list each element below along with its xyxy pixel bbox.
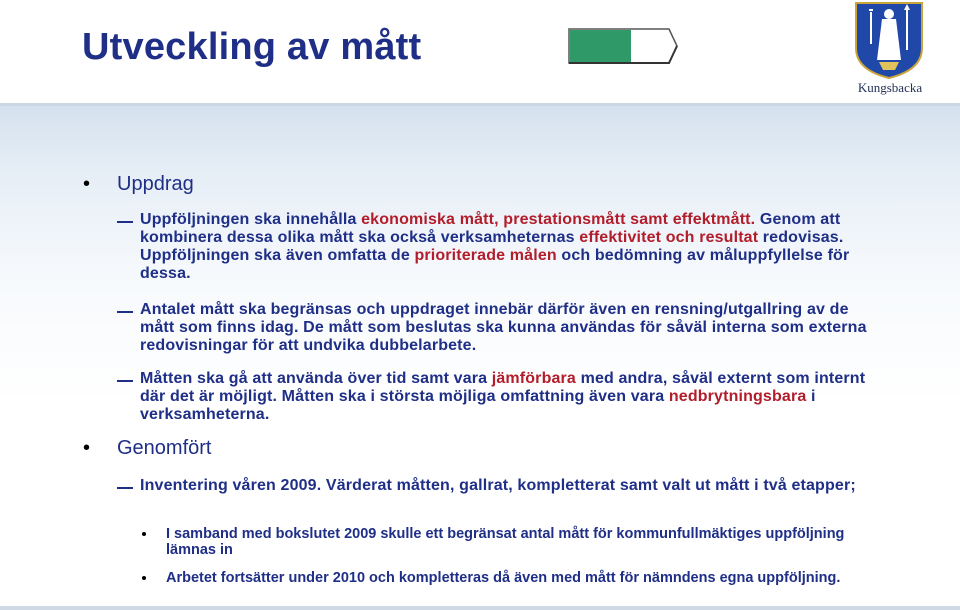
bullet-icon — [142, 576, 146, 580]
section-heading-text: Genomfört — [117, 437, 212, 459]
body-text: Uppföljningen ska innehålla — [140, 211, 362, 228]
section-heading-text: Uppdrag — [117, 173, 194, 195]
highlight-text: effektivitet och resultat — [579, 229, 759, 246]
dash-icon — [117, 311, 133, 313]
sub-list-item: Arbetet fortsätter under 2010 och kompletteras då även med mått för nämndens egna uppföljning. — [166, 570, 841, 586]
highlight-text: nedbrytningsbara — [668, 388, 807, 405]
dash-icon — [117, 487, 133, 489]
highlight-text: ekonomiska mått, prestationsmått samt effektmått. — [361, 211, 756, 228]
slide-title: Utveckling av mått — [82, 26, 422, 68]
body-text: redovisas. Uppföljningen ska även omfatta de — [140, 229, 844, 264]
list-item — [140, 211, 890, 283]
bullet-icon: • — [83, 437, 91, 459]
bullet-icon: • — [83, 173, 91, 195]
highlight-text: prioriterade målen — [414, 247, 557, 264]
dash-icon — [117, 221, 133, 223]
list-item — [140, 370, 885, 424]
highlight-text: jämförbara — [491, 370, 576, 387]
body-text: och bedömning av måluppfyllelse för dessa. — [140, 247, 850, 282]
section-heading-genomfort — [83, 437, 212, 460]
bullet-icon — [142, 532, 146, 536]
logo-text: Kungsbacka — [857, 80, 923, 95]
body-text: i verksamheterna. — [140, 388, 816, 423]
list-item — [140, 301, 885, 355]
dash-icon — [117, 380, 133, 382]
list-item — [140, 477, 870, 495]
body-text: Genom att kombinera dessa olika mått ska också verksamheternas — [140, 211, 841, 246]
body-text: Antalet mått ska begränsas och uppdraget innebär därför även en rensning/utgallring av de mått som finns idag. De mått som beslutas ska kunna användas för såväl interna som externa redovisningar för att undvika dubbelarbete. — [140, 301, 867, 354]
body-text: Inventering våren 2009. Värderat måtten, gallrat, kompletterat samt valt ut mått i två etapper; — [140, 477, 856, 494]
sub-list-item: I samband med bokslutet 2009 skulle ett begränsat antal mått för kommunfullmäktiges uppföljning lämnas in — [166, 526, 845, 558]
body-text: Måtten ska gå att använda över tid samt vara — [140, 370, 492, 387]
section-heading-uppdrag — [83, 173, 194, 196]
body-text: med andra, såväl externt som internt där det är möjligt. Måtten ska i största möjliga omfattning även vara — [140, 370, 866, 405]
